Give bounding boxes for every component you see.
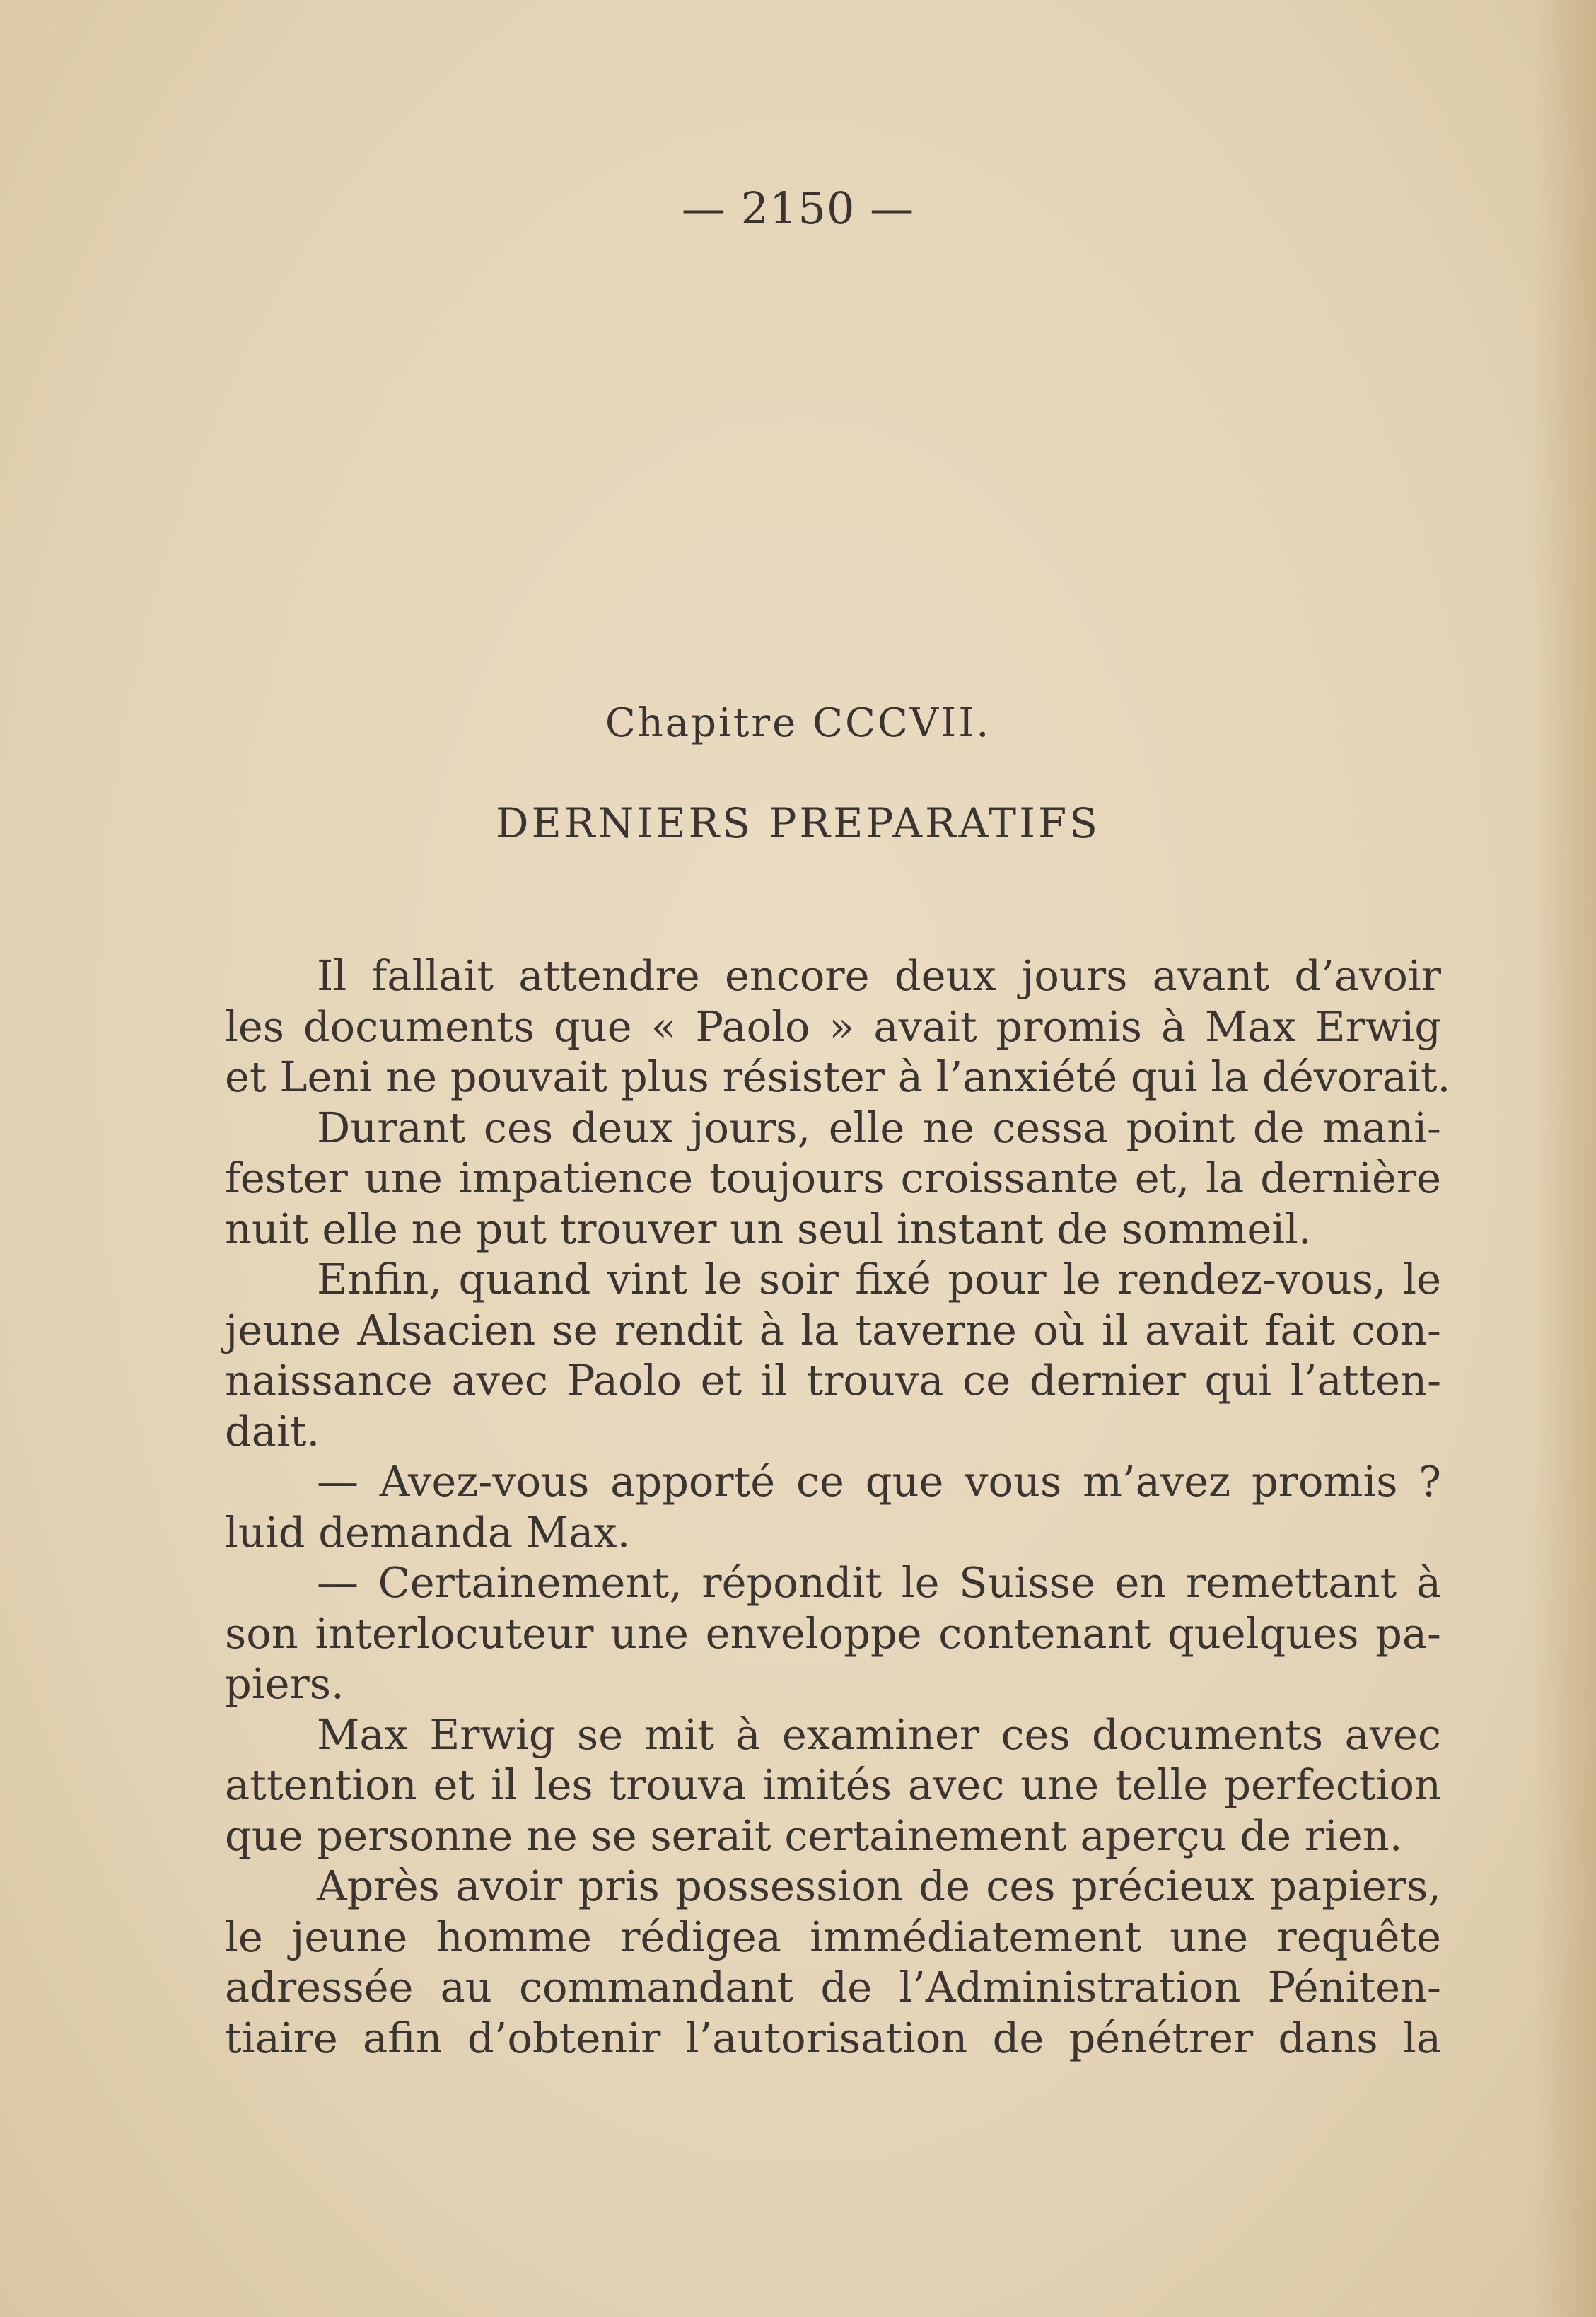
text-line: son interlocuteur une enveloppe contenant quelques pa-	[225, 1608, 1441, 1658]
text-line: attention et il les trouva imités avec une telle perfection	[225, 1760, 1441, 1809]
text-line: et Leni ne pouvait plus résister à l’anxiété qui la dévorait.	[225, 1052, 1451, 1101]
text-line: Après avoir pris possession de ces précieux papiers,	[317, 1862, 1441, 1910]
text-line: le jeune homme rédigea immédiatement une requête	[225, 1912, 1441, 1961]
text-line: Il fallait attendre encore deux jours avant d’avoir	[317, 951, 1441, 1000]
text-line: les documents que « Paolo » avait promis à Max Erwig	[225, 1001, 1441, 1051]
text-line: Durant ces deux jours, elle ne cessa point de mani-	[317, 1103, 1441, 1152]
text-line: — Certainement, répondit le Suisse en remettant à	[317, 1558, 1441, 1607]
text-line: piers.	[225, 1659, 344, 1708]
text-line: Enfin, quand vint le soir fixé pour le rendez-vous, le	[317, 1255, 1441, 1303]
text-line: luid demanda Max.	[225, 1507, 631, 1557]
text-line: nuit elle ne put trouver un seul instant de sommeil.	[225, 1204, 1312, 1253]
text-line: Max Erwig se mit à examiner ces documents avec	[317, 1709, 1441, 1759]
page-number: — 2150 —	[681, 182, 915, 234]
body-text	[225, 951, 1451, 2063]
text-line: fester une impatience toujours croissante et, la dernière	[225, 1154, 1441, 1202]
text-line: dait.	[225, 1406, 320, 1456]
text-line: — Avez-vous apporté ce que vous m’avez promis ?	[317, 1457, 1441, 1506]
text-line: que personne ne se serait certainement aperçu de rien.	[225, 1811, 1403, 1860]
text-line: adressée au commandant de l’Administration Péniten-	[225, 1963, 1441, 2011]
chapter-title: DERNIERS PREPARATIFS	[496, 799, 1100, 847]
text-line: tiaire afin d’obtenir l’autorisation de pénétrer dans la	[225, 2013, 1441, 2062]
text-line: naissance avec Paolo et il trouva ce dernier qui l’atten-	[225, 1356, 1441, 1405]
text-line: jeune Alsacien se rendit à la taverne où il avait fait con-	[225, 1305, 1441, 1354]
chapter-label: Chapitre CCCVII.	[605, 700, 991, 746]
page-edge-shadow	[1532, 0, 1596, 2317]
